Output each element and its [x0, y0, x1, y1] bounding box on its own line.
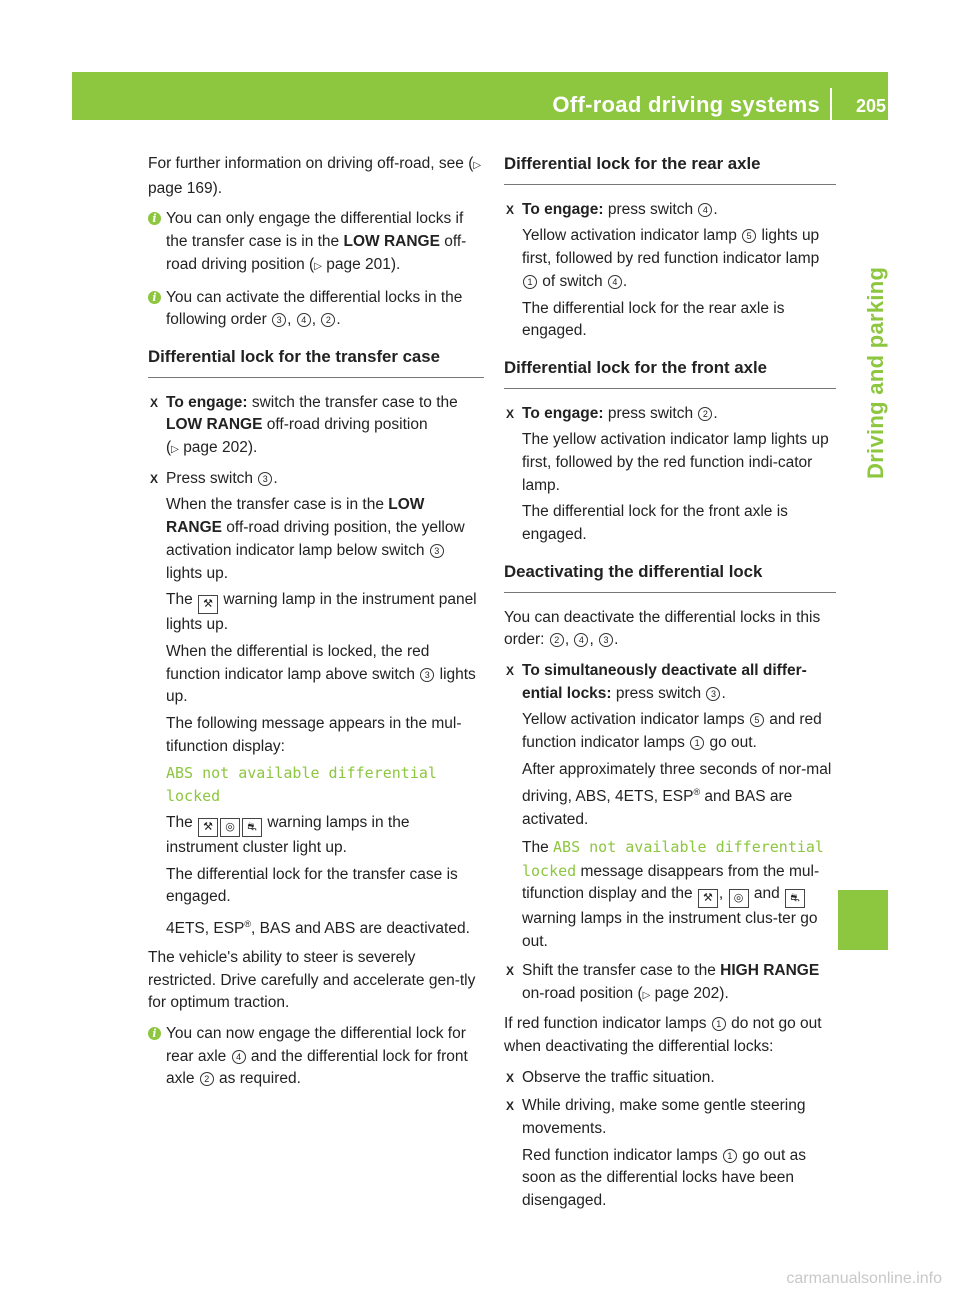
skid-warning-icon: ⛐	[242, 818, 262, 837]
step-item: X Observe the traffic situation.	[504, 1067, 836, 1090]
section-title: Off-road driving systems	[552, 92, 820, 117]
skid-warning-icon: ⛐	[785, 889, 805, 908]
intro-paragraph: For further information on driving off-road, see (▷ page 169).	[148, 155, 482, 197]
offroad-warning-icon: ⚒	[198, 818, 218, 837]
watermark: carmanualsonline.info	[786, 1270, 942, 1287]
side-tab-label: Driving and parking	[863, 266, 888, 479]
step-item: X To engage: press switch 2 . The yellow activation indicator lamp lights up first, followed by the red function indi-cator lamp. The differential lock for the front axle is engaged.	[506, 404, 829, 544]
step-arrow-icon: X	[506, 963, 515, 978]
side-marker-block	[838, 890, 888, 950]
step-item: X Press switch 3 . When the transfer case is in the LOW RANGE off-road driving position, the yellow activation indicator lamp below switch 3 lights up. The ⚒ warning lamp in the instrument panel lights up. When the differential is locked, the red function indicator lamp above switch 3 lights up. The following message appears in the mul-tifunction display: ABS not available differential locked The ⚒ ◎ ⛐ warning lamps in the instrument cluster light up. The differential lock for the transfer case is engaged. 4ETS, ESP®, BAS and ABS are deactivated.	[148, 468, 484, 941]
abs-warning-icon: ◎	[729, 889, 749, 908]
page-number: 205	[855, 96, 886, 116]
info-note: i You can only engage the differential locks if the transfer case is in the LOW RANGE off-road driving position (▷ page 201).	[148, 208, 484, 278]
offroad-warning-icon: ⚒	[698, 889, 718, 908]
info-note: i You can now engage the differential lock for rear axle 4 and the differential lock for front axle 2 as required.	[148, 1023, 484, 1091]
step-item: X Shift the transfer case to the HIGH RANGE on-road position (▷ page 202).	[506, 961, 820, 1002]
info-icon: i	[148, 212, 161, 225]
step-arrow-icon: X	[506, 202, 515, 217]
if-paragraph: If red function indicator lamps 1 do not go out when deactivating the differential locks:	[504, 1015, 822, 1055]
step-arrow-icon: X	[150, 395, 159, 410]
info-icon: i	[148, 291, 161, 304]
right-column	[504, 153, 836, 1219]
display-message: ABS not available differential locked	[522, 838, 824, 880]
display-message: ABS not available differential locked	[166, 764, 437, 806]
step-item: X To engage: switch the transfer case to the LOW RANGE off-road driving position (▷ page 202).	[150, 393, 458, 457]
section-heading: Deactivating the differential lock	[504, 561, 836, 593]
side-tab	[838, 126, 888, 486]
caution-paragraph: The vehicle's ability to steer is severely restricted. Drive carefully and accelerate gen-tly for optimum traction.	[148, 948, 476, 1012]
page-header	[72, 72, 888, 120]
section-heading: Differential lock for the rear axle	[504, 153, 836, 185]
step-item: X While driving, make some gentle steering movements. Red function indicator lamps 1 go out as soon as the differential locks have been disengaged.	[506, 1097, 806, 1210]
abs-warning-icon: ◎	[220, 818, 240, 837]
step-arrow-icon: X	[506, 1070, 515, 1085]
step-item: X To engage: press switch 4 . Yellow activation indicator lamp 5 lights up first, followed by red function indicator lamp 1 of switch 4 . The differential lock for the rear axle is engaged.	[506, 200, 820, 340]
step-arrow-icon: X	[506, 1099, 515, 1114]
info-icon: i	[148, 1027, 161, 1040]
step-arrow-icon: X	[150, 471, 159, 486]
section-heading: Differential lock for the front axle	[504, 357, 836, 389]
left-column	[148, 153, 484, 1099]
step-arrow-icon: X	[506, 663, 515, 678]
section-heading: Differential lock for the transfer case	[148, 346, 484, 378]
info-note: i You can activate the differential locks in the following order 3 , 4 , 2 .	[148, 287, 484, 332]
deactivate-intro: You can deactivate the differential locks in this order: 2 , 4 , 3 .	[504, 608, 821, 649]
offroad-warning-icon: ⚒	[198, 595, 218, 614]
step-item: X To simultaneously deactivate all differ-ential locks: press switch 3 . Yellow activation indicator lamps 5 and red function indicator lamps 1 go out. After approximately three seconds of nor-mal driving, ABS, 4ETS, ESP® and BAS are activated. The ABS not available differential locked message disappears from the mul-tifunction display and the ⚒ , ◎ and ⛐ warning lamps in the instrument clus-ter go out.	[506, 661, 832, 951]
step-arrow-icon: X	[506, 406, 515, 421]
header-separator	[830, 88, 832, 120]
